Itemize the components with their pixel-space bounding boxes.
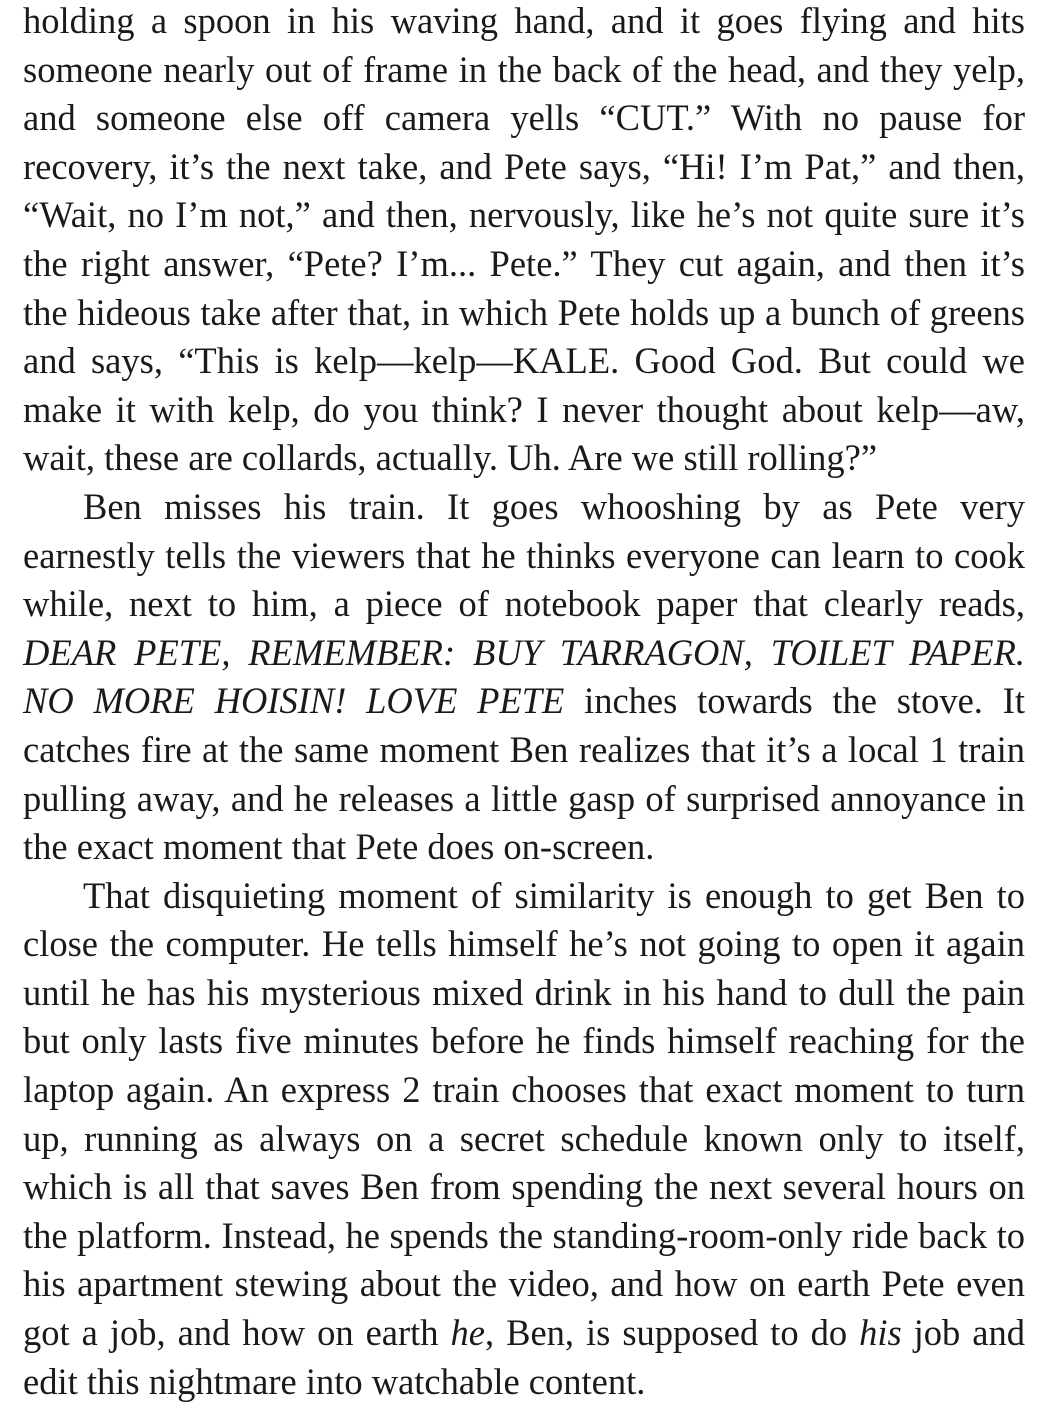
- paragraph-1-run-1: holding a spoon in his waving hand, and it goes flying and hits someone nearly out of frame in the back of the head, and they yelp, and someone else off camera yells “CUT.” With no pause for recovery, it’s the next take, and Pete says, “Hi! I’m Pat,” and then, “Wait, no I’m not,” and then, nervously, like he’s not quite sure it’s the right answer, “Pete? I’m... Pete.” They cut again, and then it’s the hideous take after that, in which Pete holds up a bunch of greens and says, “This is kelp—kelp—KALE. Good God. But could we make it with kelp, do you think? I never thought about kelp—aw, wait, these are collards, actually. Uh. Are we still rolling?”: [23, 0, 1025, 479]
- paragraph-2-run-1: Ben misses his train. It goes whooshing by as Pete very earnestly tells the viewers that he thinks everyone can learn to cook while, next to him, a piece of notebook paper that clearly reads,: [23, 485, 1025, 625]
- paragraph-2: [23, 483, 1025, 872]
- paragraph-3-emphasis-he: he: [450, 1312, 485, 1354]
- paragraph-3-emphasis-his: his: [859, 1312, 902, 1354]
- paragraph-2-note-text: DEAR PETE, REMEMBER: BUY TARRAGON, TOILET PAPER. NO MORE HOISIN! LOVE PETE: [23, 631, 1025, 722]
- paragraph-3-run-1: That disquieting moment of similarity is enough to get Ben to close the computer. He tells himself he’s not going to open it again until he has his mysterious mixed drink in his hand to dull the pain but only lasts five minutes before he finds himself reaching for the laptop again. An express 2 train chooses that exact moment to turn up, running as always on a secret schedule known only to itself, which is all that saves Ben from spending the next several hours on the platform. Instead, he spends the standing-room-only ride back to his apartment stewing about the video, and how on earth Pete even got a job, and how on earth: [23, 874, 1025, 1354]
- book-page: [23, 0, 1025, 1406]
- paragraph-2-run-3: inches towards the stove. It catches fire at the same moment Ben realizes that it’s a local 1 train pulling away, and he releases a little gasp of surprised annoyance in the exact moment that Pete does on-screen.: [23, 680, 1025, 868]
- paragraph-3-run-3: , Ben, is supposed to do: [484, 1312, 860, 1354]
- paragraph-3: [23, 872, 1025, 1407]
- paragraph-1: [23, 0, 1025, 483]
- paragraph-3-run-5: job and edit this nightmare into watchable content.: [23, 1312, 1025, 1402]
